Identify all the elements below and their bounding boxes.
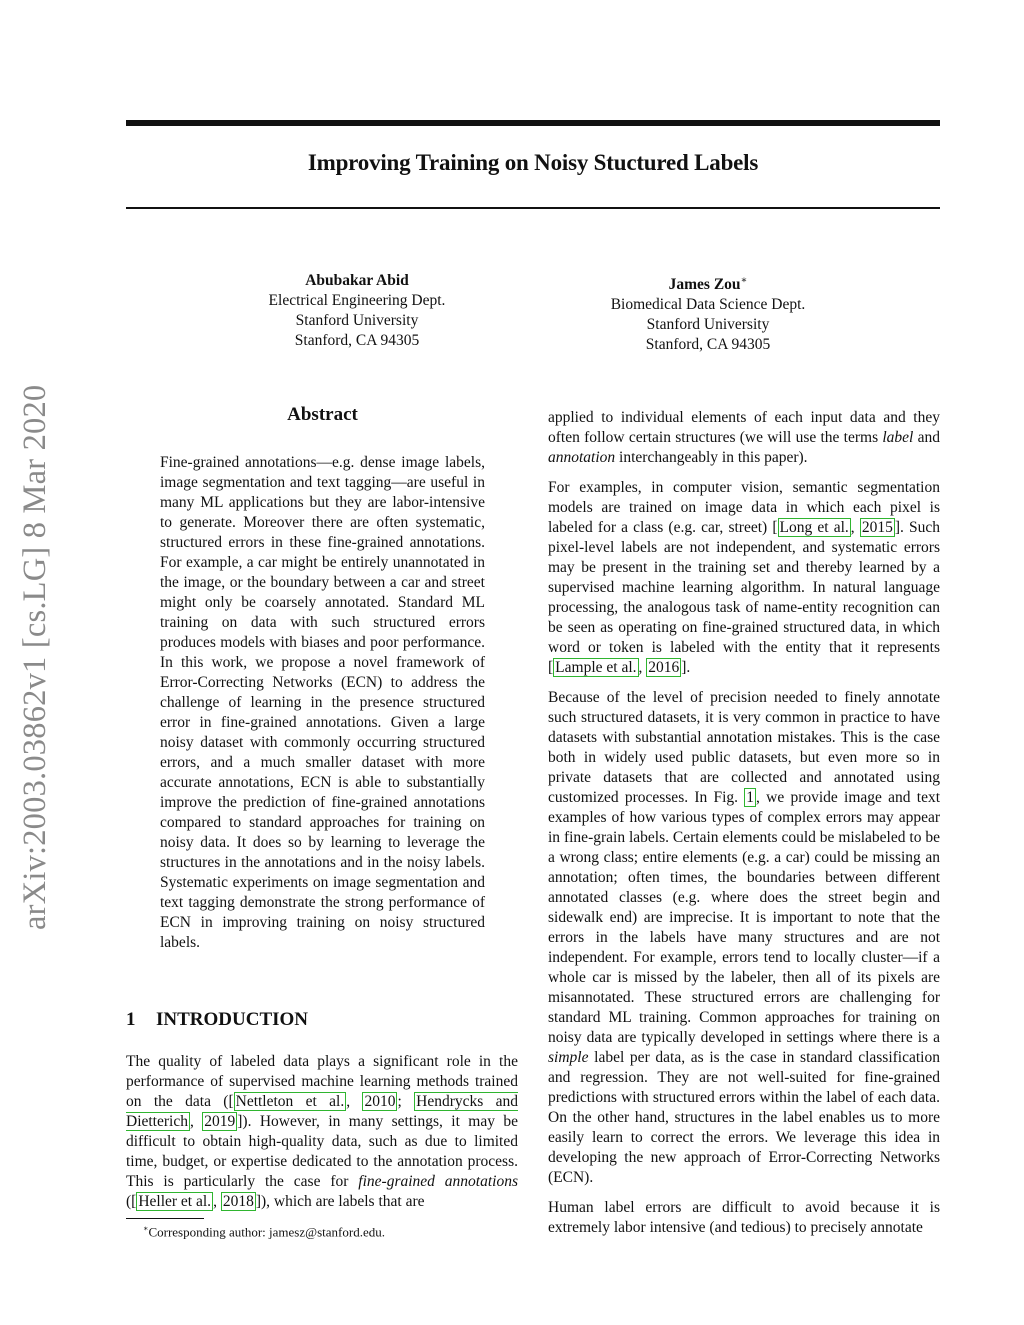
abstract-body [160,453,485,953]
paragraph [548,478,940,678]
body-text: , [638,659,647,676]
footnote-text: Corresponding author: jamesz@stanford.edu. [148,1224,385,1240]
paper-title: Improving Training on Noisy Stuctured Labels [307,150,759,175]
citation-link[interactable]: Nettleton et al. [235,1093,345,1110]
intro-text: , [213,1193,221,1210]
intro-paragraph [126,1052,518,1212]
abstract-heading: Abstract [287,404,358,425]
emphasis: simple [548,1049,589,1066]
author-address: Stanford, CA 94305 [294,332,420,349]
citation-link[interactable]: Hendrycks and Dietterich [126,1093,519,1130]
body-text: interchangeably in this paper). [615,449,808,466]
author-name: Abubakar Abid [305,272,409,289]
intro-text: ; [397,1093,415,1110]
footnote [143,1220,385,1241]
section-title: INTRODUCTION [156,1009,309,1030]
citation-link[interactable]: Lample et al. [555,659,637,676]
author-block-2 [558,271,858,355]
emphasis: annotation [548,449,616,466]
author-dept: Electrical Engineering Dept. [268,292,446,309]
paragraph [548,688,940,1188]
body-text: For examples, in computer vision, semantic segmentation models are trained on image data in which each pixel is labeled for a class (e.g. car, street) [ [548,479,940,536]
section-heading [126,1009,308,1031]
emphasis: label [882,429,914,446]
intro-text: ]), which are labels that are [255,1193,425,1210]
citation-link[interactable]: 2015 [861,519,893,536]
footnote-rule [126,1218,204,1219]
body-text: label per data, as is the case in standard classification and regression. They are not well-suited for fine-grained predictions with structured errors within the label of each data. On the other hand, structures in the label enables us to more easily learn to correct the errors. We leverage this idea in developing the new approach of Error-Correcting Networks (ECN). [548,1049,940,1186]
abstract-text: Fine-grained annotations—e.g. dense image labels, image segmentation and text tagging—are useful in many ML applications but they are labor-intensive to generate. Moreover there are often systematic, structured errors in these fine-grained annotations. For example, a car might be entirely unannotated in the image, or the boundary between a car and street might only be coarsely annotated. Standard ML training on data with such structured errors produces models with biases and poor performance. In this work, we propose a novel framework of Error-Correcting Networks (ECN) to address the challenge of learning in the presence structured error in fine-grained annotations. Given a large noisy dataset with commonly occurring structured errors, and a much smaller dataset with more accurate annotations, ECN is able to substantially improve the prediction of fine-grained annotations compared to standard approaches for training on noisy data. It does so by learning to leverage the structures in the annotations and in the noisy labels. Systematic experiments on image segmentation and text tagging demonstrate the strong performance of ECN in improving training on noisy structured labels. [160,454,485,951]
title-bottom-rule [126,207,940,209]
citation-link[interactable]: 2010 [364,1093,396,1110]
body-text: Human label errors are difficult to avoid because it is extremely labor intensive (and tedious) to precisely annotate [548,1199,940,1236]
author-block-1 [207,271,507,351]
body-text: ]. [681,659,691,676]
intro-text: , [346,1093,363,1110]
figure-ref-link[interactable]: 1 [746,789,755,806]
section-number: 1 [126,1009,136,1030]
author-dept: Biomedical Data Science Dept. [610,296,806,314]
paragraph [548,1198,940,1238]
arxiv-stamp: arXiv:2003.03862v1 [cs.LG] 8 Mar 2020 [17,384,53,930]
author-university: Stanford University [295,312,419,329]
citation-link[interactable]: 2016 [648,659,680,676]
intro-text: , [189,1113,203,1130]
intro-text: ([ [126,1193,137,1210]
right-column [548,408,940,1248]
body-text: applied to individual elements of each input data and they often follow certain structures (we will use the terms [548,409,940,446]
intro-emphasis: fine-grained annotations [358,1173,518,1190]
body-text: , [850,519,860,536]
paragraph [548,408,940,468]
author-footnote-mark: ∗ [740,275,748,286]
citation-link[interactable]: 2018 [222,1193,254,1210]
author-address: Stanford, CA 94305 [645,336,771,354]
citation-link[interactable]: Heller et al. [138,1193,212,1210]
title-top-rule [126,120,940,126]
citation-link[interactable]: 2019 [204,1113,236,1130]
intro-text: ]). However, in many settings, it may be difficult to obtain high-quality data, such as due to limited time, budget, or expertise dedicated to the annotation process. This is particularly the case for [126,1113,519,1190]
body-text: , we provide image and text examples of how various types of complex errors may appear in fine-grain labels. Certain elements could be mislabeled to be a wrong class; entire elements (e.g. a car) could be missing an annotation; often times, the boundaries between different annotated classes (e.g. where does the street begin and sidewalk end) are imprecise. It is important to note that the errors in the labels have many structures and are not independent. For example, errors tend to locally cluster—if a whole car is missed by the labeler, then all of its pixels are misannotated. These structured errors are challenging for standard ML training. Common approaches for training on noisy data are typically developed in settings where there is a [548,789,941,1046]
body-text: Because of the level of precision needed to finely annotate such structured datasets, it is very common in practice to have datasets with substantial annotation mistakes. This is the case both in widely used public datasets, but even more so in private datasets that are collected and annotated using customized processes. In Fig. [548,689,940,806]
body-text: ]. Such pixel-level labels are not independent, and systematic errors may be present in the training set and thereby learned by a supervised machine learning algorithm. In natural language processing, the analogous task of name-entity recognition can be seen as operating on fine-grained structured data, in which word or token is labeled with the entity that it represents [ [548,519,940,676]
citation-link[interactable]: Long et al. [779,519,849,536]
footnote-mark: ∗ [143,1224,149,1233]
author-university: Stanford University [646,316,770,334]
intro-text: The quality of labeled data plays a significant role in the performance of supervised machine learning methods trained on the data ([ [126,1053,518,1110]
body-text: and [913,429,940,446]
author-name: James Zou [668,276,741,294]
